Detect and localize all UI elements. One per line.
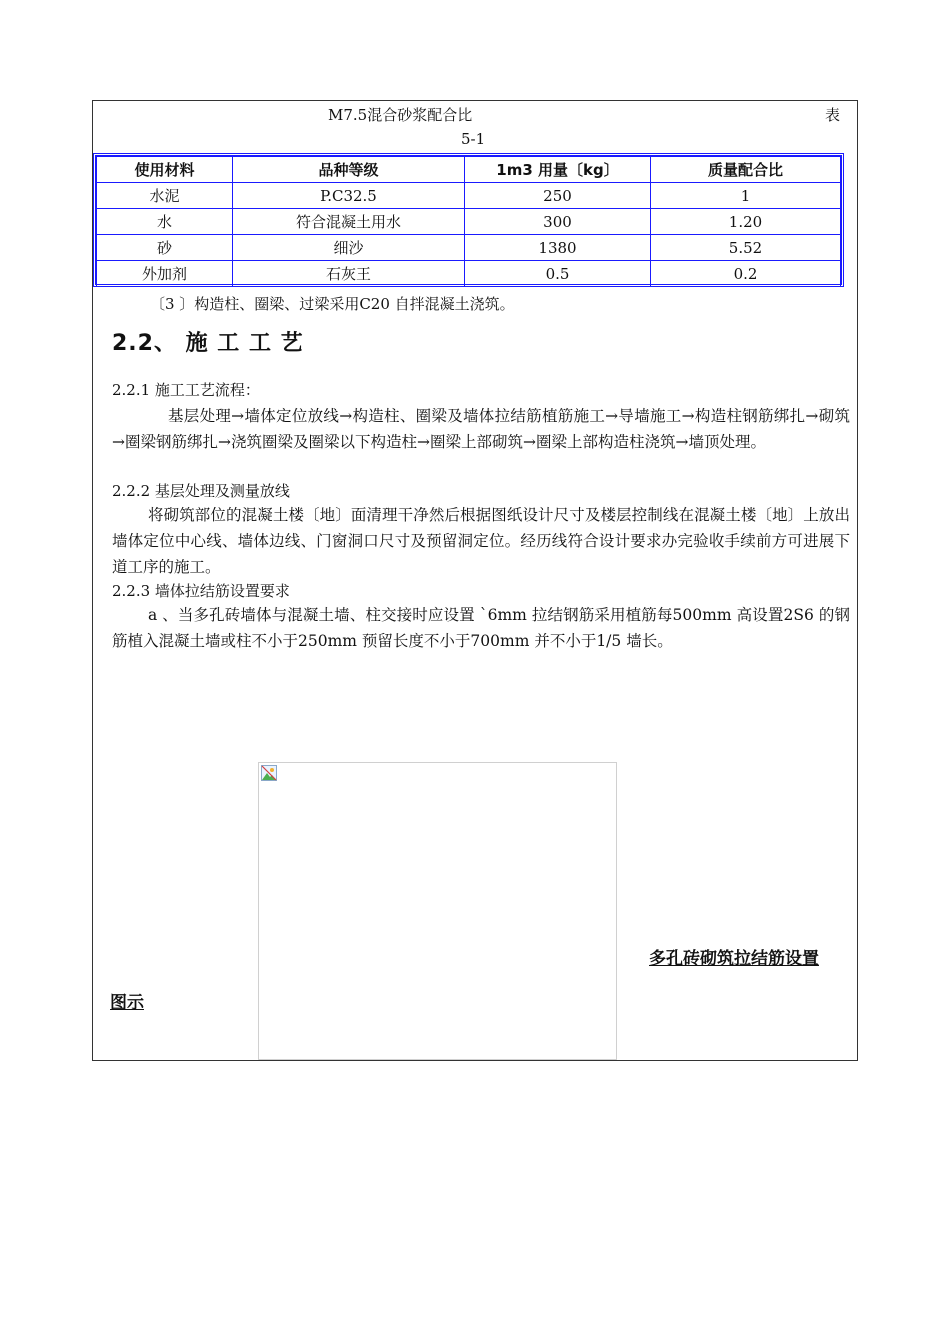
s223-title: 2.2.3 墙体拉结筋设置要求 <box>112 582 290 600</box>
cell-ratio: 1.20 <box>651 209 841 235</box>
cell-amount: 250 <box>465 183 651 209</box>
broken-image-icon <box>261 765 277 781</box>
table-row <box>97 209 841 235</box>
figure-caption-line2: 图示 <box>110 993 144 1013</box>
cell-ratio: 1 <box>651 183 841 209</box>
mix-ratio-table <box>93 153 844 287</box>
cell-material: 水 <box>97 209 233 235</box>
figure-caption-line1: 多孔砖砌筑拉结筋设置 <box>649 949 819 969</box>
cell-amount: 1380 <box>465 235 651 261</box>
figure-image <box>258 762 617 1060</box>
s222-body: 将砌筑部位的混凝土楼〔地〕面清理干净然后根据图纸设计尺寸及楼层控制线在混凝土楼〔地〕上放出墙体定位中心线、墙体边线、门窗洞口尺寸及预留洞定位。经历线符合设计要求办完验收手续前方可进展下道工序的施工。 <box>112 506 850 576</box>
header-ratio: 质量配合比 <box>651 157 841 183</box>
table-title: M7.5混合砂浆配合比 <box>328 106 473 124</box>
header-grade: 品种等级 <box>233 157 465 183</box>
table-row <box>97 261 841 287</box>
cell-material: 砂 <box>97 235 233 261</box>
table-header-row <box>97 157 841 183</box>
cell-grade: P.C32.5 <box>233 183 465 209</box>
cell-material: 水泥 <box>97 183 233 209</box>
note-3: 〔3 〕构造柱、圈梁、过梁采用C20 自拌混凝土浇筑。 <box>150 295 515 313</box>
cell-amount: 0.5 <box>465 261 651 287</box>
cell-grade: 符合混凝土用水 <box>233 209 465 235</box>
s221-title: 2.2.1 施工工艺流程： <box>112 381 260 399</box>
s221-body: 基层处理→墙体定位放线→构造柱、圈梁及墙体拉结筋植筋施工→导墙施工→构造柱钢筋绑扎→砌筑→圈梁钢筋绑扎→浇筑圈梁及圈梁以下构造柱→圈梁上部砌筑→圈梁上部构造柱浇筑→墙顶处理。 <box>112 407 850 451</box>
cell-grade: 石灰王 <box>233 261 465 287</box>
cell-ratio: 5.52 <box>651 235 841 261</box>
cell-grade: 细沙 <box>233 235 465 261</box>
header-amount: 1m3 用量〔kg〕 <box>465 157 651 183</box>
s222-title: 2.2.2 基层处理及测量放线 <box>112 482 290 500</box>
table-row <box>97 235 841 261</box>
s223-body: a 、当多孔砖墙体与混凝土墙、柱交接时应设置 `6mm 拉结钢筋采用植筋每500mm 高设置2Ѕ6 的钢筋植入混凝土墙或柱不小于250mm 预留长度不小于700mm 并不小于1/5 墙长。 <box>112 606 850 650</box>
table-number: 5-1 <box>461 130 486 148</box>
section-heading: 2.2、 施 工 工 艺 <box>112 331 304 356</box>
table-row <box>97 183 841 209</box>
table-label: 表 <box>825 106 841 124</box>
cell-ratio: 0.2 <box>651 261 841 287</box>
cell-material: 外加剂 <box>97 261 233 287</box>
header-material: 使用材料 <box>97 157 233 183</box>
cell-amount: 300 <box>465 209 651 235</box>
